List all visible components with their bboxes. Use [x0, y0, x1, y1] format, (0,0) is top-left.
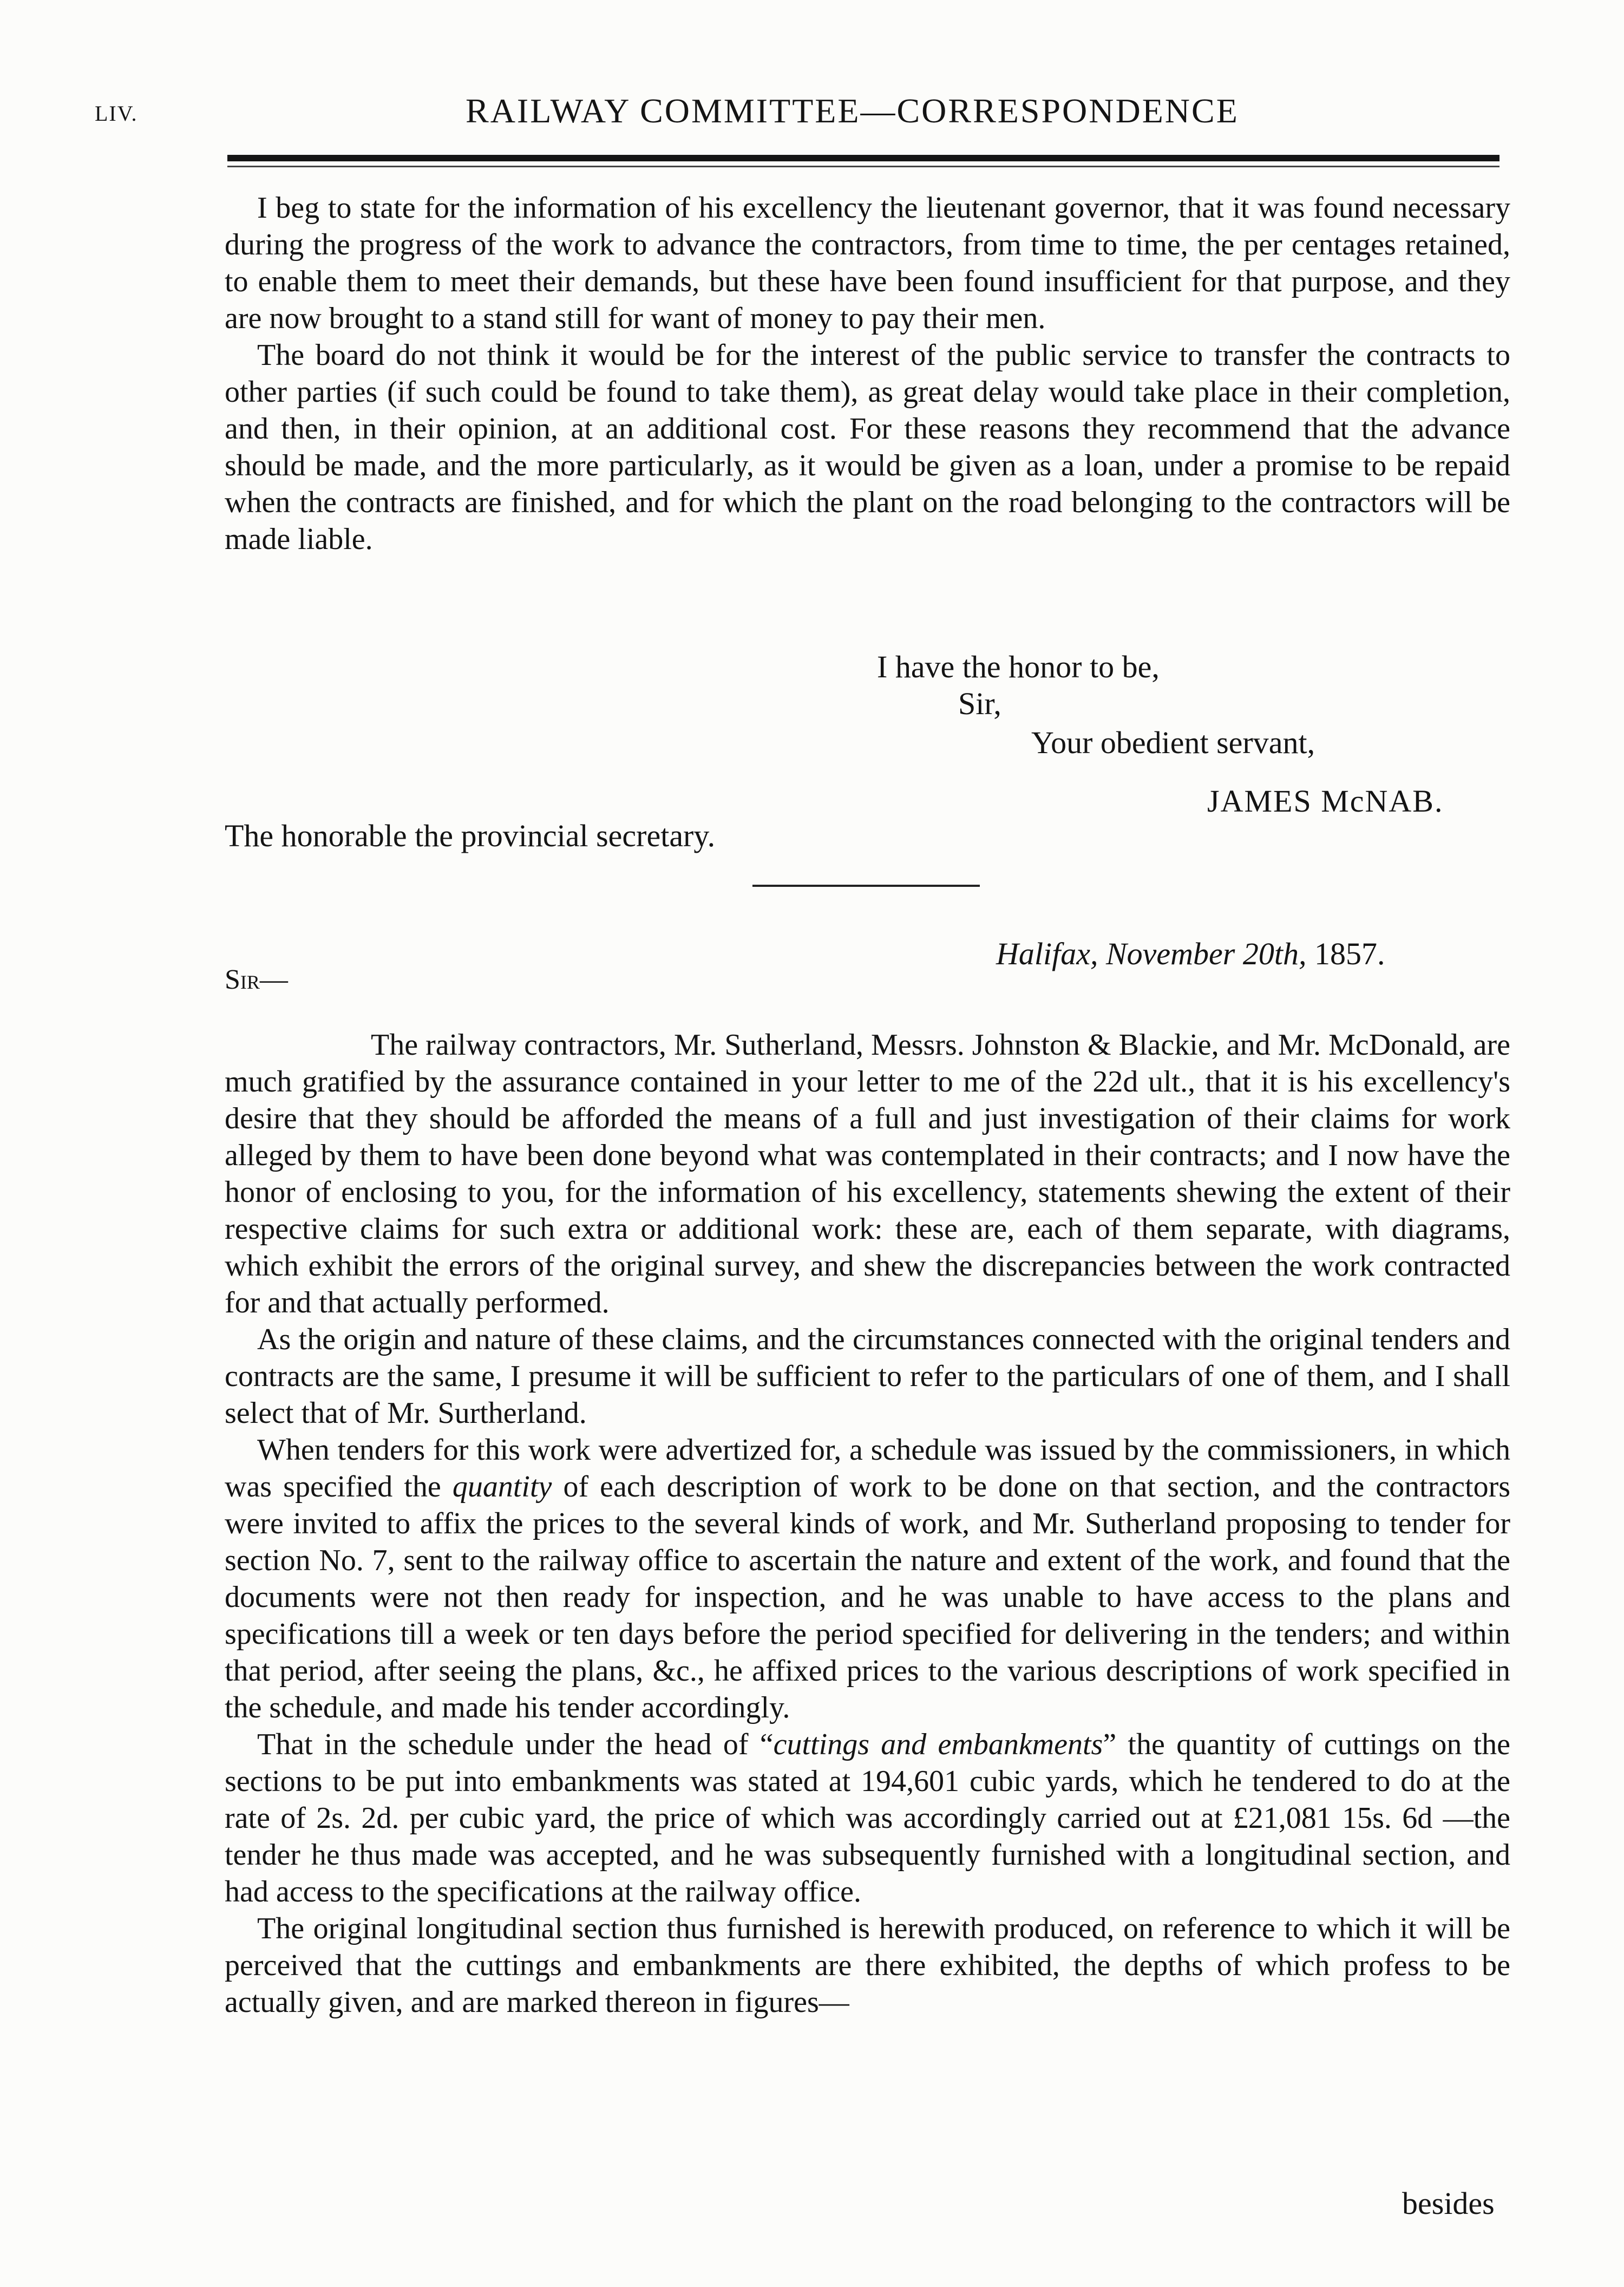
- letter2-dateline: [996, 936, 1385, 972]
- letter2-paragraph-4: [225, 1726, 1510, 1910]
- date-month: November: [1105, 936, 1235, 971]
- p3-italic: quantity: [452, 1470, 552, 1504]
- section-divider: [752, 885, 980, 887]
- letter1-paragraph-1: I beg to state for the information of his excellency the lieutenant governor, that it was found necessary during the progress of the work to advance the contractors, from time to time, the per centages retained, to enable them to meet their demands, but these have been found insufficient for that purpose, and they are now brought to a stand still for want of money to pay their men.: [225, 191, 1510, 335]
- p3-text-a: When tenders for this work were advertized for, a schedule was issued by the commissioners, in which was specified the: [225, 1433, 1510, 1504]
- addressee: The honorable the provincial secretary.: [225, 818, 716, 853]
- p4-and: and: [881, 1728, 927, 1761]
- header-rule-thin: [227, 166, 1499, 167]
- date-day: 20th,: [1242, 936, 1307, 971]
- closing-line-2: Sir,: [958, 686, 1001, 721]
- letter2-body: [225, 1027, 1510, 2021]
- header-rule: [227, 155, 1499, 161]
- letter2-paragraph-5: The original longitudinal section thus furnished is herewith produced, on reference to which it will be perceived that the cuttings and embankments are there exhibited, the depths of which profess to be actually given, and are marked thereon in figures—: [225, 1912, 1510, 2019]
- page-number: LIV.: [95, 101, 138, 126]
- letter1-body: [225, 190, 1510, 558]
- p4-italic-1: cuttings: [773, 1728, 869, 1761]
- catchword: besides: [1402, 2186, 1495, 2221]
- letter2-paragraph-2: As the origin and nature of these claims, and the circumstances connected with the original tenders and contracts are the same, I presume it will be sufficient to refer to the particulars of one of them, and I shall select that of Mr. Surtherland.: [225, 1323, 1510, 1430]
- signature: JAMES McNAB.: [1207, 783, 1444, 819]
- p4-text-a: That in the schedule under the head of “: [257, 1728, 774, 1761]
- letter2-paragraph-3: [225, 1432, 1510, 1726]
- closing-line-3: Your obedient servant,: [1031, 725, 1315, 760]
- running-head: RAILWAY COMMITTEE—CORRESPONDENCE: [466, 92, 1239, 130]
- date-place: Halifax,: [996, 936, 1098, 971]
- letter2-paragraph-1: The railway contractors, Mr. Sutherland, Messrs. Johnston & Blackie, and Mr. McDonald, are much gratified by the assurance contained in your letter to me of the 22d ult., that it is his excellency's desire that they should be afforded the means of a full and just investigation of their claims for work alleged by them to have been done beyond what was contemplated in their contracts; and I now have the honor of enclosing to you, for the information of his excellency, statements shewing the extent of their respective claims for such extra or additional work: these are, each of them separate, with diagrams, which exhibit the errors of the original survey, and shew the discrepancies between the work contracted for and that actually performed.: [225, 1028, 1510, 1319]
- p4-italic-2: embankments: [938, 1728, 1103, 1761]
- p4-text-b: ” the quantity of cuttings on the sections to be put into embankments was stated at 194,601 cubic yards, which he tendered to do at the rate of 2s. 2d. per cubic yard, the price of which was accordingly carried out at £21,081 15s. 6d —the tender he thus made was accepted, and he was subsequently furnished with a longitudinal section, and had access to the specifications at the railway office.: [225, 1728, 1511, 1909]
- letter1-paragraph-2: The board do not think it would be for the interest of the public service to transfer the contracts to other parties (if such could be found to take them), as great delay would take place in their completion, and then, in their opinion, at an additional cost. For these reasons they recommend that the advance should be made, and the more particularly, as it would be given as a loan, under a promise to be repaid when the contracts are finished, and for which the plant on the road belonging to the contractors will be made liable.: [225, 338, 1510, 556]
- date-year: 1857.: [1314, 936, 1385, 971]
- salutation: Sir—: [225, 964, 288, 995]
- p3-text-b: of each description of work to be done on that section, and the contractors were invited to affix the prices to the several kinds of work, and Mr. Sutherland proposing to tender for section No. 7, sent to the railway office to ascertain the nature and extent of the work, and found that the documents were not then ready for inspection, and he was unable to have access to the plans and specifications till a week or ten days before the period specified for delivering in the tenders; and within that period, after seeing the plans, &c., he affixed prices to the various descriptions of work specified in the schedule, and made his tender accordingly.: [225, 1470, 1511, 1724]
- closing-line-1: I have the honor to be,: [877, 649, 1160, 684]
